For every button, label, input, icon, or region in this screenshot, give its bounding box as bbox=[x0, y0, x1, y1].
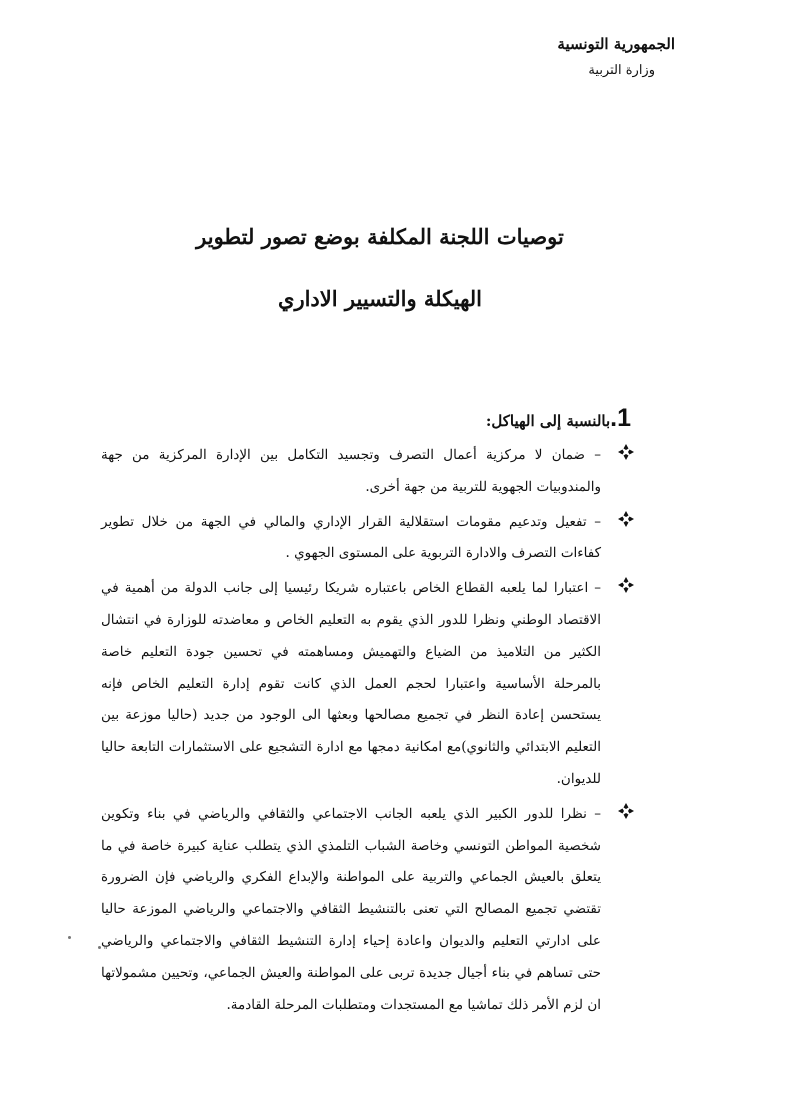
recommendations-list bbox=[101, 440, 601, 1024]
scan-speck bbox=[68, 936, 71, 939]
diamond-bullet-icon bbox=[617, 510, 635, 528]
list-item-text: – اعتبارا لما يلعبه القطاع الخاص باعتباره شريكا رئيسيا إلى جانب الدولة من أهمية في الاقتصاد الوطني ونظرا للدور الذي يقوم به التعليم الخاص و معاضدته للوزارة في انتشال الكثير من التلاميذ من الضياع والتهميش ومساهمته في تحسين جودة التعليم خاصة بالمرحلة الأساسية واعتبارا لحجم العمل الذي كانت تقوم إدارة التعليم الخاص فإنه يستحسن إعادة النظر في تجميع مصالحها وبعثها الى الوجود من جديد (حاليا موزعة بين التعليم الابتدائي والثانوي)مع امكانية دمجها مع ادارة التشجيع على الاستثمارات التابعة حاليا للديوان. bbox=[101, 580, 601, 787]
diamond-bullet-icon bbox=[617, 443, 635, 461]
list-item-text: – نظرا للدور الكبير الذي يلعبه الجانب الاجتماعي والثقافي والرياضي في بناء وتكوين شخصية المواطن التونسي وخاصة الشباب التلمذي الذي يتطلب عناية كبيرة خاصة في ما يتعلق بالعيش الجماعي والتربية على المواطنة والإبداع الفكري والرياضي فإن الضرورة تقتضي تجميع المصالح التي تعنى بالتنشيط الثقافي والاجتماعي والرياضي الموزعة حاليا على ادارتي التعليم والديوان واعادة إحياء إدارة التنشيط الثقافي والاجتماعي والرياضي حتى تساهم في بناء أجيال جديدة تربى على المواطنة والعيش الجماعي، وتحيين مشمولاتها ان لزم الأمر ذلك تماشيا مع المستجدات ومتطلبات المرحلة القادمة. bbox=[101, 805, 601, 1013]
letterhead bbox=[415, 30, 675, 84]
section-number: 1. bbox=[610, 404, 631, 432]
title-line-1: توصيات اللجنة المكلفة بوضع تصور لتطوير bbox=[196, 224, 564, 249]
list-item bbox=[101, 507, 601, 571]
list-item-text: – تفعيل وتدعيم مقومات استقلالية القرار الإداري والمالي في الجهة من خلال تطوير كفاءات التصرف والادارة التربوية على المستوى الجهوي . bbox=[101, 513, 601, 562]
scan-speck bbox=[98, 946, 101, 949]
title-line-2: الهيكلة والتسيير الاداري bbox=[278, 286, 482, 311]
section-label: بالنسبة إلى الهياكل: bbox=[485, 412, 611, 430]
section-heading bbox=[486, 404, 631, 433]
country-name: الجمهورية التونسية bbox=[557, 35, 675, 53]
diamond-bullet-icon bbox=[617, 576, 635, 594]
ministry-name: وزارة التربية bbox=[588, 63, 655, 78]
list-item bbox=[101, 440, 601, 504]
list-item-text: – ضمان لا مركزية أعمال التصرف وتجسيد التكامل بين الإدارة المركزية من جهة والمندوبيات الجهوية للتربية من جهة أخرى. bbox=[101, 447, 601, 495]
diamond-bullet-icon bbox=[617, 802, 635, 820]
document-title bbox=[100, 222, 660, 314]
list-item bbox=[101, 573, 601, 796]
list-item bbox=[101, 799, 601, 1022]
